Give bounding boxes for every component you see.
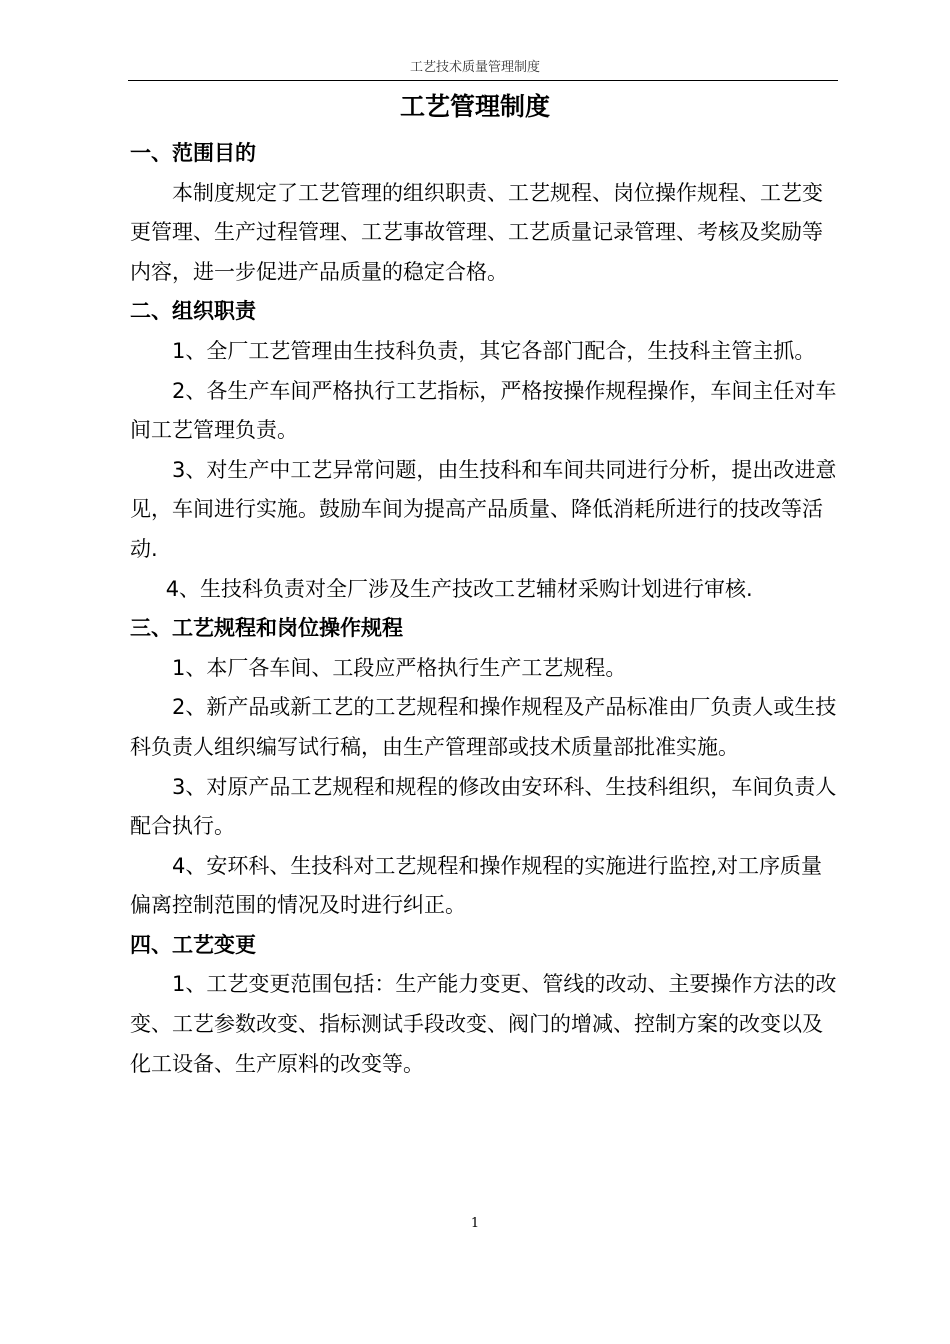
body-paragraph: 4、安环科、生技科对工艺规程和操作规程的实施进行监控,对工序质量偏离控制范围的情况及时进行纠正。 xyxy=(130,853,823,918)
section-heading: 四、工艺变更 xyxy=(130,932,256,957)
section-heading: 三、工艺规程和岗位操作规程 xyxy=(130,616,403,641)
body-paragraph: 3、对原产品工艺规程和规程的修改由安环科、生技科组织，车间负责人配合执行。 xyxy=(130,774,837,839)
section-heading: 二、组织职责 xyxy=(130,299,256,324)
page-number: 1 xyxy=(470,1216,480,1231)
body-paragraph: 1、工艺变更范围包括：生产能力变更、管线的改动、主要操作方法的改变、工艺参数改变、指标测试手段改变、阀门的增减、控制方案的改变以及化工设备、生产原料的改变等。 xyxy=(130,972,837,1076)
body-paragraph: 3、对生产中工艺异常问题，由生技科和车间共同进行分析，提出改进意见，车间进行实施。鼓励车间为提高产品质量、降低消耗所进行的技改等活动. xyxy=(130,457,837,561)
header-divider xyxy=(128,80,838,81)
document-title: 工艺管理制度 xyxy=(399,92,550,121)
body-paragraph: 本制度规定了工艺管理的组织职责、工艺规程、岗位操作规程、工艺变更管理、生产过程管理、工艺事故管理、工艺质量记录管理、考核及奖励等内容，进一步促进产品质量的稳定合格。 xyxy=(130,180,823,284)
section-heading: 一、范围目的 xyxy=(130,141,256,165)
body-paragraph: 2、各生产车间严格执行工艺指标，严格按操作规程操作，车间主任对车间工艺管理负责。 xyxy=(130,378,837,443)
body-paragraph: 4、生技科负责对全厂涉及生产技改工艺辅材采购计划进行审核. xyxy=(165,576,753,601)
running-header: 工艺技术质量管理制度 xyxy=(409,60,540,75)
body-paragraph: 1、本厂各车间、工段应严格执行生产工艺规程。 xyxy=(172,655,627,680)
body-paragraph: 1、全厂工艺管理由生技科负责，其它各部门配合，生技科主管主抓。 xyxy=(172,338,816,363)
body-paragraph: 2、新产品或新工艺的工艺规程和操作规程及产品标准由厂负责人或生技科负责人组织编写试行稿，由生产管理部或技术质量部批准实施。 xyxy=(130,695,837,759)
document-body xyxy=(130,134,842,1084)
